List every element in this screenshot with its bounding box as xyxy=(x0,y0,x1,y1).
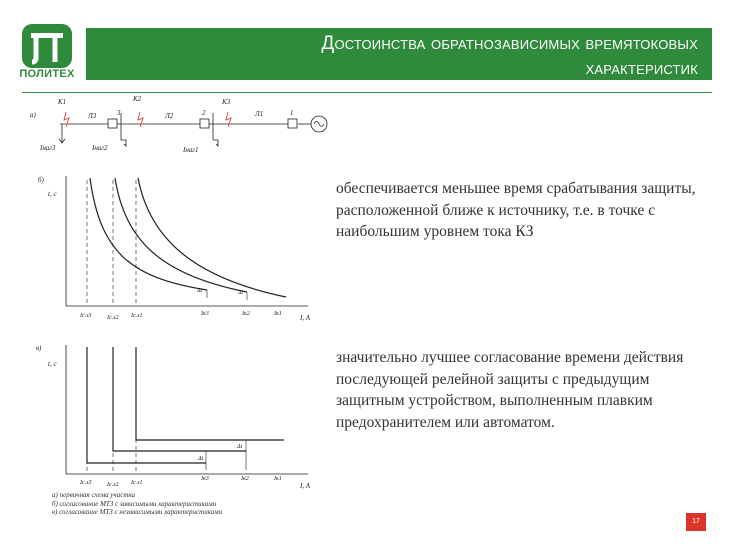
paragraph-inverse-time-advantage: обеспечивается меньшее время срабатывания защиты, расположенной ближе к источнику, т.е. в точке с наибольшим уровнем тока КЗ xyxy=(336,180,696,240)
chart-b xyxy=(38,176,311,322)
page-number-badge: 17 xyxy=(686,513,706,531)
node-2: 2 xyxy=(202,109,206,117)
load-1: Iнаг1 xyxy=(183,146,199,154)
node-3: 3 xyxy=(117,109,121,117)
chart-b-dt1: Δt xyxy=(197,288,203,294)
logo-text: ПОЛИТЕХ xyxy=(19,68,75,80)
chart-b-tick-ik3: Iк3 xyxy=(201,311,209,317)
node-1: 1 xyxy=(290,109,294,117)
chart-b-tick-ik1: Iк1 xyxy=(274,311,282,317)
load-3: Iнаг3 xyxy=(40,144,56,152)
chart-b-xlabel: I, A xyxy=(300,314,310,322)
chart-c-tick-ik2: Iк2 xyxy=(241,476,249,482)
chart-c-dt1: Δt xyxy=(198,456,204,462)
fault-k1: K1 xyxy=(58,98,67,106)
chart-b-tick-isz2: Iс.з2 xyxy=(107,315,119,321)
caption-a: а) первичная схема участка xyxy=(52,491,136,499)
load-2: Iнаг2 xyxy=(92,144,108,152)
chart-b-ylabel: t, c xyxy=(48,190,57,198)
line-l2: Л2 xyxy=(165,112,174,120)
chart-c-tick-ik1: Iк1 xyxy=(274,476,282,482)
curve-protection-3 xyxy=(90,178,207,290)
chart-c-tick-isz2: Iс.з2 xyxy=(107,482,119,488)
paragraph-coordination-advantage: значительно лучшее согласование времени действия последующей релейной защиты с предыдущим защитным устройством, выполненным плавким предохранителем или автоматом. xyxy=(336,349,684,431)
circuit-diagram xyxy=(59,112,327,146)
chart-b-label: б) xyxy=(38,176,44,184)
chart-b-dt2: Δt xyxy=(238,290,244,296)
chart-c xyxy=(36,344,311,490)
fault-k3: K3 xyxy=(222,98,231,106)
chart-c-tick-isz1: Iс.з1 xyxy=(131,480,143,486)
diagram-a-label: а) xyxy=(30,111,36,119)
chart-c-label: в) xyxy=(36,344,42,352)
chart-c-xlabel: I, A xyxy=(300,482,310,490)
chart-b-tick-isz3: Iс.з3 xyxy=(80,313,92,319)
fault-k2: K2 xyxy=(133,95,142,103)
caption-b: б) согласование МТЗ с зависимыми характеристиками xyxy=(52,499,217,508)
line-l3: Л3 xyxy=(88,112,97,120)
step-protection-2 xyxy=(113,347,246,451)
line-l1: Л1 xyxy=(255,110,264,118)
circuit-labels xyxy=(30,95,294,154)
step-protection-1 xyxy=(136,347,284,440)
title-line-2: характеристик xyxy=(585,58,698,79)
title-line-1: Достоинства обратнозависимых времятоковых xyxy=(321,33,698,54)
step-protection-3 xyxy=(87,347,206,463)
chart-c-tick-isz3: Iс.з3 xyxy=(80,480,92,486)
chart-c-tick-ik3: Iк3 xyxy=(201,476,209,482)
caption-c: в) согласование МТЗ с независимыми характеристиками xyxy=(52,508,223,516)
chart-c-dt2: Δt xyxy=(237,444,243,450)
figure-captions xyxy=(52,491,222,517)
chart-b-tick-ik2: Iк2 xyxy=(242,311,250,317)
chart-b-tick-isz1: Iс.з1 xyxy=(131,313,143,319)
curve-protection-2 xyxy=(115,178,247,292)
chart-c-ylabel: t, c xyxy=(48,360,57,368)
